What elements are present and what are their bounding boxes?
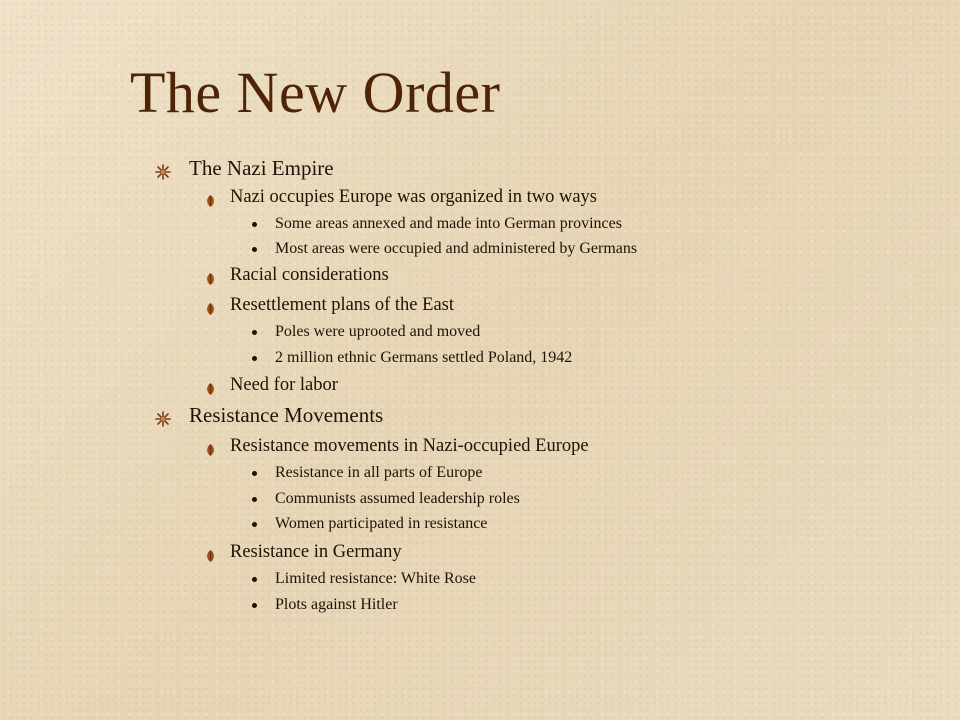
outline-item-level2 (206, 265, 389, 286)
asterisk-bullet-icon (155, 408, 171, 424)
outline-item-text: Limited resistance: White Rose (275, 570, 476, 587)
asterisk-bullet-icon (155, 161, 171, 177)
dot-bullet-icon (252, 603, 257, 608)
outline-item-text: Most areas were occupied and administered by Germans (275, 240, 638, 257)
dot-bullet-icon (252, 522, 257, 527)
outline-item-text: Resettlement plans of the East (230, 295, 454, 315)
leaf-bullet-icon (206, 380, 215, 392)
outline-item-level1 (155, 156, 334, 181)
leaf-bullet-icon (206, 300, 215, 312)
outline-item-text: Women participated in resistance (275, 515, 488, 532)
outline-item-text: Communists assumed leadership roles (275, 490, 520, 507)
outline-item-level3 (252, 490, 520, 508)
dot-bullet-icon (252, 356, 257, 361)
outline-item-level3 (252, 596, 398, 614)
outline-item-level3 (252, 570, 476, 588)
outline-item-level3 (252, 464, 483, 482)
dot-bullet-icon (252, 471, 257, 476)
outline-item-level2 (206, 295, 454, 316)
outline-item-text: Racial considerations (230, 265, 389, 285)
outline-item-text: Poles were uprooted and moved (275, 323, 481, 340)
outline-item-level3 (252, 215, 622, 233)
outline-item-level1 (155, 403, 383, 428)
dot-bullet-icon (252, 497, 257, 502)
outline-item-text: Resistance in Germany (230, 542, 402, 562)
outline-item-text: Resistance movements in Nazi-occupied Europe (230, 436, 589, 456)
outline-item-level2 (206, 375, 338, 396)
outline-item-level3 (252, 240, 637, 258)
leaf-bullet-icon (206, 270, 215, 282)
leaf-bullet-icon (206, 547, 215, 559)
outline-item-text: Need for labor (230, 375, 338, 395)
outline-item-text: Resistance Movements (189, 403, 384, 427)
outline-item-level3 (252, 349, 572, 367)
dot-bullet-icon (252, 222, 257, 227)
dot-bullet-icon (252, 330, 257, 335)
outline-item-level3 (252, 323, 480, 341)
slide-title: The New Order (130, 60, 501, 125)
outline-item-text: Plots against Hitler (275, 596, 398, 613)
dot-bullet-icon (252, 247, 257, 252)
leaf-bullet-icon (206, 441, 215, 453)
outline-item-level2 (206, 187, 597, 208)
dot-bullet-icon (252, 577, 257, 582)
outline-item-text: Some areas annexed and made into German provinces (275, 215, 622, 232)
outline-item-text: Resistance in all parts of Europe (275, 464, 483, 481)
outline-item-text: The Nazi Empire (189, 156, 334, 180)
outline-item-text: Nazi occupies Europe was organized in two ways (230, 187, 597, 207)
outline-item-level3 (252, 515, 487, 533)
leaf-bullet-icon (206, 192, 215, 204)
outline-item-level2 (206, 436, 589, 457)
outline-item-text: 2 million ethnic Germans settled Poland, 1942 (275, 349, 573, 366)
outline-item-level2 (206, 542, 402, 563)
